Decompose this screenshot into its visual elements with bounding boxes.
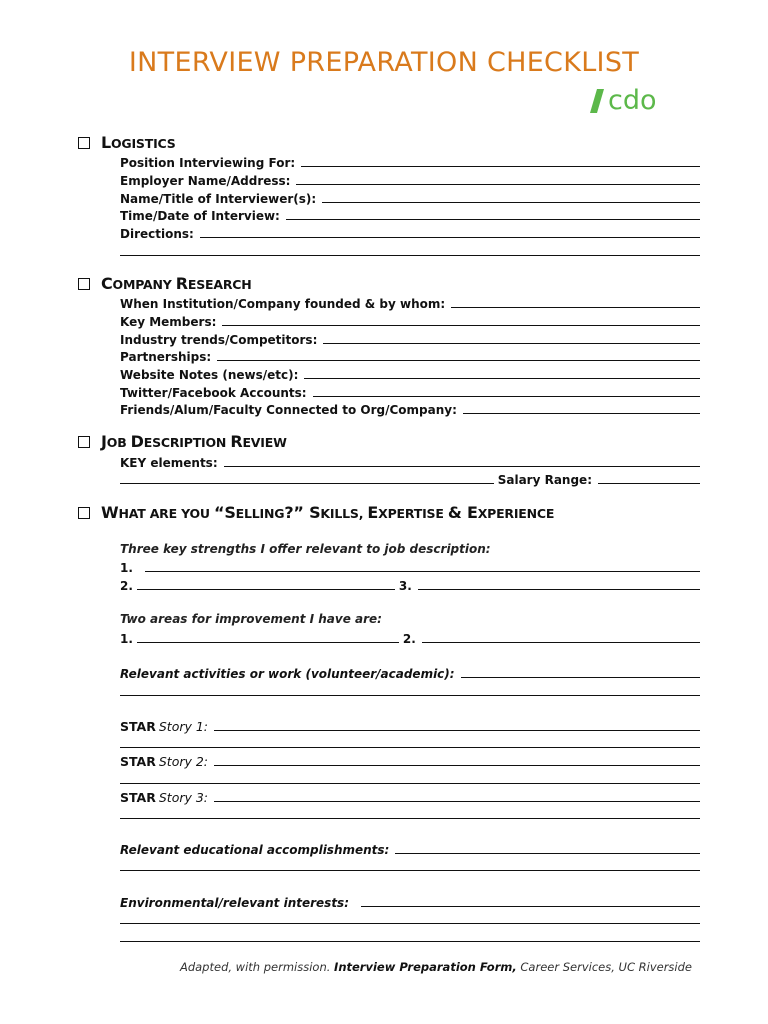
improvement-prompt: Two areas for improvement I have are: bbox=[120, 612, 382, 626]
section-logistics-heading: LOGISTICS bbox=[78, 133, 176, 152]
strength-3-input-line[interactable] bbox=[418, 589, 700, 590]
time-date-input-line[interactable] bbox=[286, 219, 700, 220]
star-story-1-extra-line[interactable] bbox=[120, 747, 700, 748]
field-partnerships: Partnerships: bbox=[120, 347, 700, 364]
section-selling-heading: WHAT ARE YOU “SELLING?” SKILLS, EXPERTISE & EXPERIENCE bbox=[78, 503, 554, 522]
field-founded: When Institution/Company founded & by whom: bbox=[120, 294, 700, 311]
field-strength-1: 1. bbox=[120, 558, 700, 575]
strength-1-input-line[interactable] bbox=[145, 571, 700, 572]
svg-text:cdo: cdo bbox=[608, 85, 657, 116]
key-elements-extra-line[interactable] bbox=[120, 483, 494, 484]
improvement-2-input-line[interactable] bbox=[422, 642, 700, 643]
star-story-3-input-line[interactable] bbox=[214, 801, 700, 802]
logistics-checkbox[interactable] bbox=[78, 137, 90, 149]
field-social-accounts: Twitter/Facebook Accounts: bbox=[120, 383, 700, 400]
field-time-date: Time/Date of Interview: bbox=[120, 206, 700, 223]
page-title: INTERVIEW PREPARATION CHECKLIST bbox=[128, 47, 640, 78]
improvement-1-input-line[interactable] bbox=[137, 642, 399, 643]
field-salary-row: Salary Range: bbox=[120, 470, 700, 487]
field-strength-2-3: 2. 3. bbox=[120, 576, 700, 593]
interests-extra-line-1[interactable] bbox=[120, 923, 700, 924]
footer-attribution: Adapted, with permission. Interview Preparation Form, Career Services, UC Riverside bbox=[179, 960, 692, 974]
field-activities: Relevant activities or work (volunteer/academic): bbox=[120, 664, 700, 681]
field-key-elements: KEY elements: bbox=[120, 453, 700, 470]
section-company-heading: COMPANY RESEARCH bbox=[78, 274, 252, 293]
education-extra-line[interactable] bbox=[120, 870, 700, 871]
industry-trends-input-line[interactable] bbox=[323, 343, 700, 344]
star-story-1-input-line[interactable] bbox=[214, 730, 700, 731]
connections-input-line[interactable] bbox=[463, 413, 700, 414]
section-job-heading: JOB DESCRIPTION REVIEW bbox=[78, 432, 287, 451]
interests-input-line[interactable] bbox=[361, 906, 700, 907]
activities-input-line[interactable] bbox=[461, 677, 700, 678]
field-interviewer: Name/Title of Interviewer(s): bbox=[120, 189, 700, 206]
job-checkbox[interactable] bbox=[78, 436, 90, 448]
interviewer-input-line[interactable] bbox=[322, 202, 700, 203]
activities-extra-line[interactable] bbox=[120, 695, 700, 696]
field-directions: Directions: bbox=[120, 224, 700, 241]
company-checkbox[interactable] bbox=[78, 278, 90, 290]
social-accounts-input-line[interactable] bbox=[313, 396, 700, 397]
star-story-3: STAR Story 3: bbox=[120, 788, 700, 805]
selling-checkbox[interactable] bbox=[78, 507, 90, 519]
field-industry-trends: Industry trends/Competitors: bbox=[120, 330, 700, 347]
cdo-logo bbox=[586, 84, 686, 116]
star-story-3-extra-line[interactable] bbox=[120, 818, 700, 819]
position-input-line[interactable] bbox=[301, 166, 700, 167]
field-interests: Environmental/relevant interests: bbox=[120, 893, 700, 910]
star-story-2-extra-line[interactable] bbox=[120, 783, 700, 784]
founded-input-line[interactable] bbox=[451, 307, 700, 308]
website-notes-input-line[interactable] bbox=[304, 378, 700, 379]
field-website-notes: Website Notes (news/etc): bbox=[120, 365, 700, 382]
directions-extra-line[interactable] bbox=[120, 255, 700, 256]
key-elements-input-line[interactable] bbox=[224, 466, 700, 467]
field-education: Relevant educational accomplishments: bbox=[120, 840, 700, 857]
employer-input-line[interactable] bbox=[296, 184, 700, 185]
star-story-2-input-line[interactable] bbox=[214, 765, 700, 766]
field-connections: Friends/Alum/Faculty Connected to Org/Company: bbox=[120, 400, 700, 417]
field-position: Position Interviewing For: bbox=[120, 153, 700, 170]
field-improvements: 1. 2. bbox=[120, 629, 700, 646]
strength-2-input-line[interactable] bbox=[137, 589, 395, 590]
field-key-members: Key Members: bbox=[120, 312, 700, 329]
key-members-input-line[interactable] bbox=[222, 325, 700, 326]
field-employer: Employer Name/Address: bbox=[120, 171, 700, 188]
star-story-2: STAR Story 2: bbox=[120, 752, 700, 769]
star-story-1: STAR Story 1: bbox=[120, 717, 700, 734]
interests-extra-line-2[interactable] bbox=[120, 941, 700, 942]
strengths-prompt: Three key strengths I offer relevant to job description: bbox=[120, 542, 491, 556]
salary-range-input-line[interactable] bbox=[598, 483, 700, 484]
directions-input-line[interactable] bbox=[200, 237, 700, 238]
education-input-line[interactable] bbox=[395, 853, 700, 854]
partnerships-input-line[interactable] bbox=[217, 360, 700, 361]
